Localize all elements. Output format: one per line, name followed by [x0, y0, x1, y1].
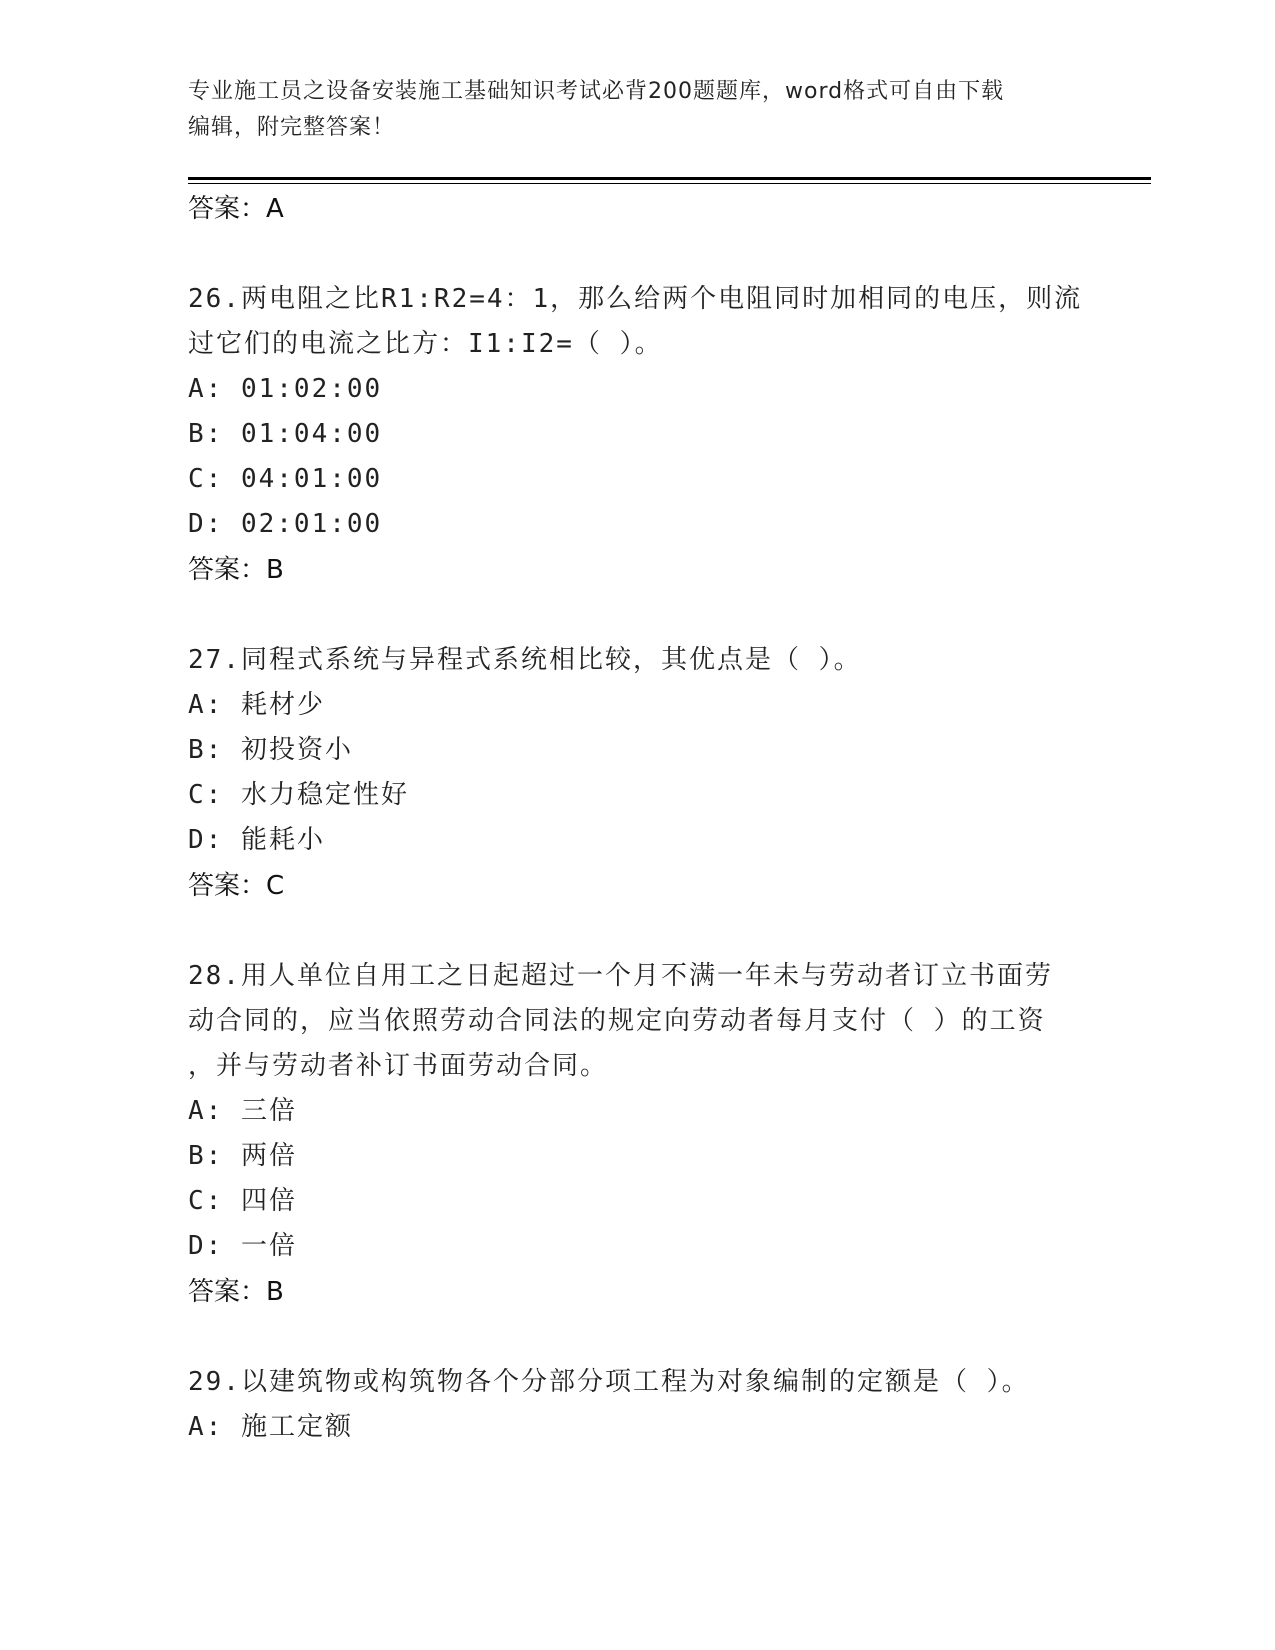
option-a: A: 施工定额: [188, 1412, 353, 1442]
option-a: A: 三倍: [188, 1096, 297, 1126]
spacer: [188, 1315, 1088, 1360]
option-a: A: 01:02:00: [188, 374, 383, 404]
document-header: [188, 74, 1088, 146]
option-c: C: 水力稳定性好: [188, 780, 409, 810]
answer-text: 答案：B: [188, 1277, 284, 1307]
option-a: A: 耗材少: [188, 690, 325, 720]
spacer: [188, 593, 1088, 638]
answer-text: 答案：B: [188, 555, 284, 585]
option-d: D: 02:01:00: [188, 509, 383, 539]
question-text-line: ，并与劳动者补订书面劳动合同。: [188, 1051, 609, 1081]
option-b: B: 初投资小: [188, 735, 353, 765]
question-block: [188, 638, 1088, 909]
document-body: [188, 186, 1088, 1450]
option-d: D: 一倍: [188, 1231, 297, 1261]
option-b: B: 01:04:00: [188, 419, 383, 449]
option-b: B: 两倍: [188, 1141, 297, 1171]
spacer: [188, 232, 1088, 277]
header-divider-thin: [188, 183, 1151, 184]
question-block: [188, 1360, 1088, 1450]
question-text-line: 动合同的，应当依照劳动合同法的规定向劳动者每月支付（ ）的工资: [188, 1006, 1046, 1036]
question-text-line: 26.两电阻之比R1:R2=4：1，那么给两个电阻同时加相同的电压，则流: [188, 284, 1083, 314]
question-block: [188, 277, 1088, 593]
question-text-line: 28.用人单位自用工之日起超过一个月不满一年未与劳动者订立书面劳: [188, 961, 1053, 991]
option-c: C: 四倍: [188, 1186, 297, 1216]
question-block: [188, 954, 1088, 1315]
answer-text: 答案：C: [188, 871, 285, 901]
spacer: [188, 909, 1088, 954]
question-text-line: 过它们的电流之比方：I1:I2=（ ）。: [188, 329, 663, 359]
answer-text: 答案：A: [188, 194, 284, 224]
question-text-line: 29.以建筑物或构筑物各个分部分项工程为对象编制的定额是（ ）。: [188, 1367, 1030, 1397]
option-d: D: 能耗小: [188, 825, 325, 855]
question-text-line: 27.同程式系统与异程式系统相比较，其优点是（ ）。: [188, 645, 862, 675]
header-line-2: 编辑，附完整答案！: [188, 115, 396, 140]
header-line-1: 专业施工员之设备安装施工基础知识考试必背200题题库，word格式可自由下载: [188, 79, 1005, 104]
header-divider: [188, 177, 1151, 180]
option-c: C: 04:01:00: [188, 464, 383, 494]
